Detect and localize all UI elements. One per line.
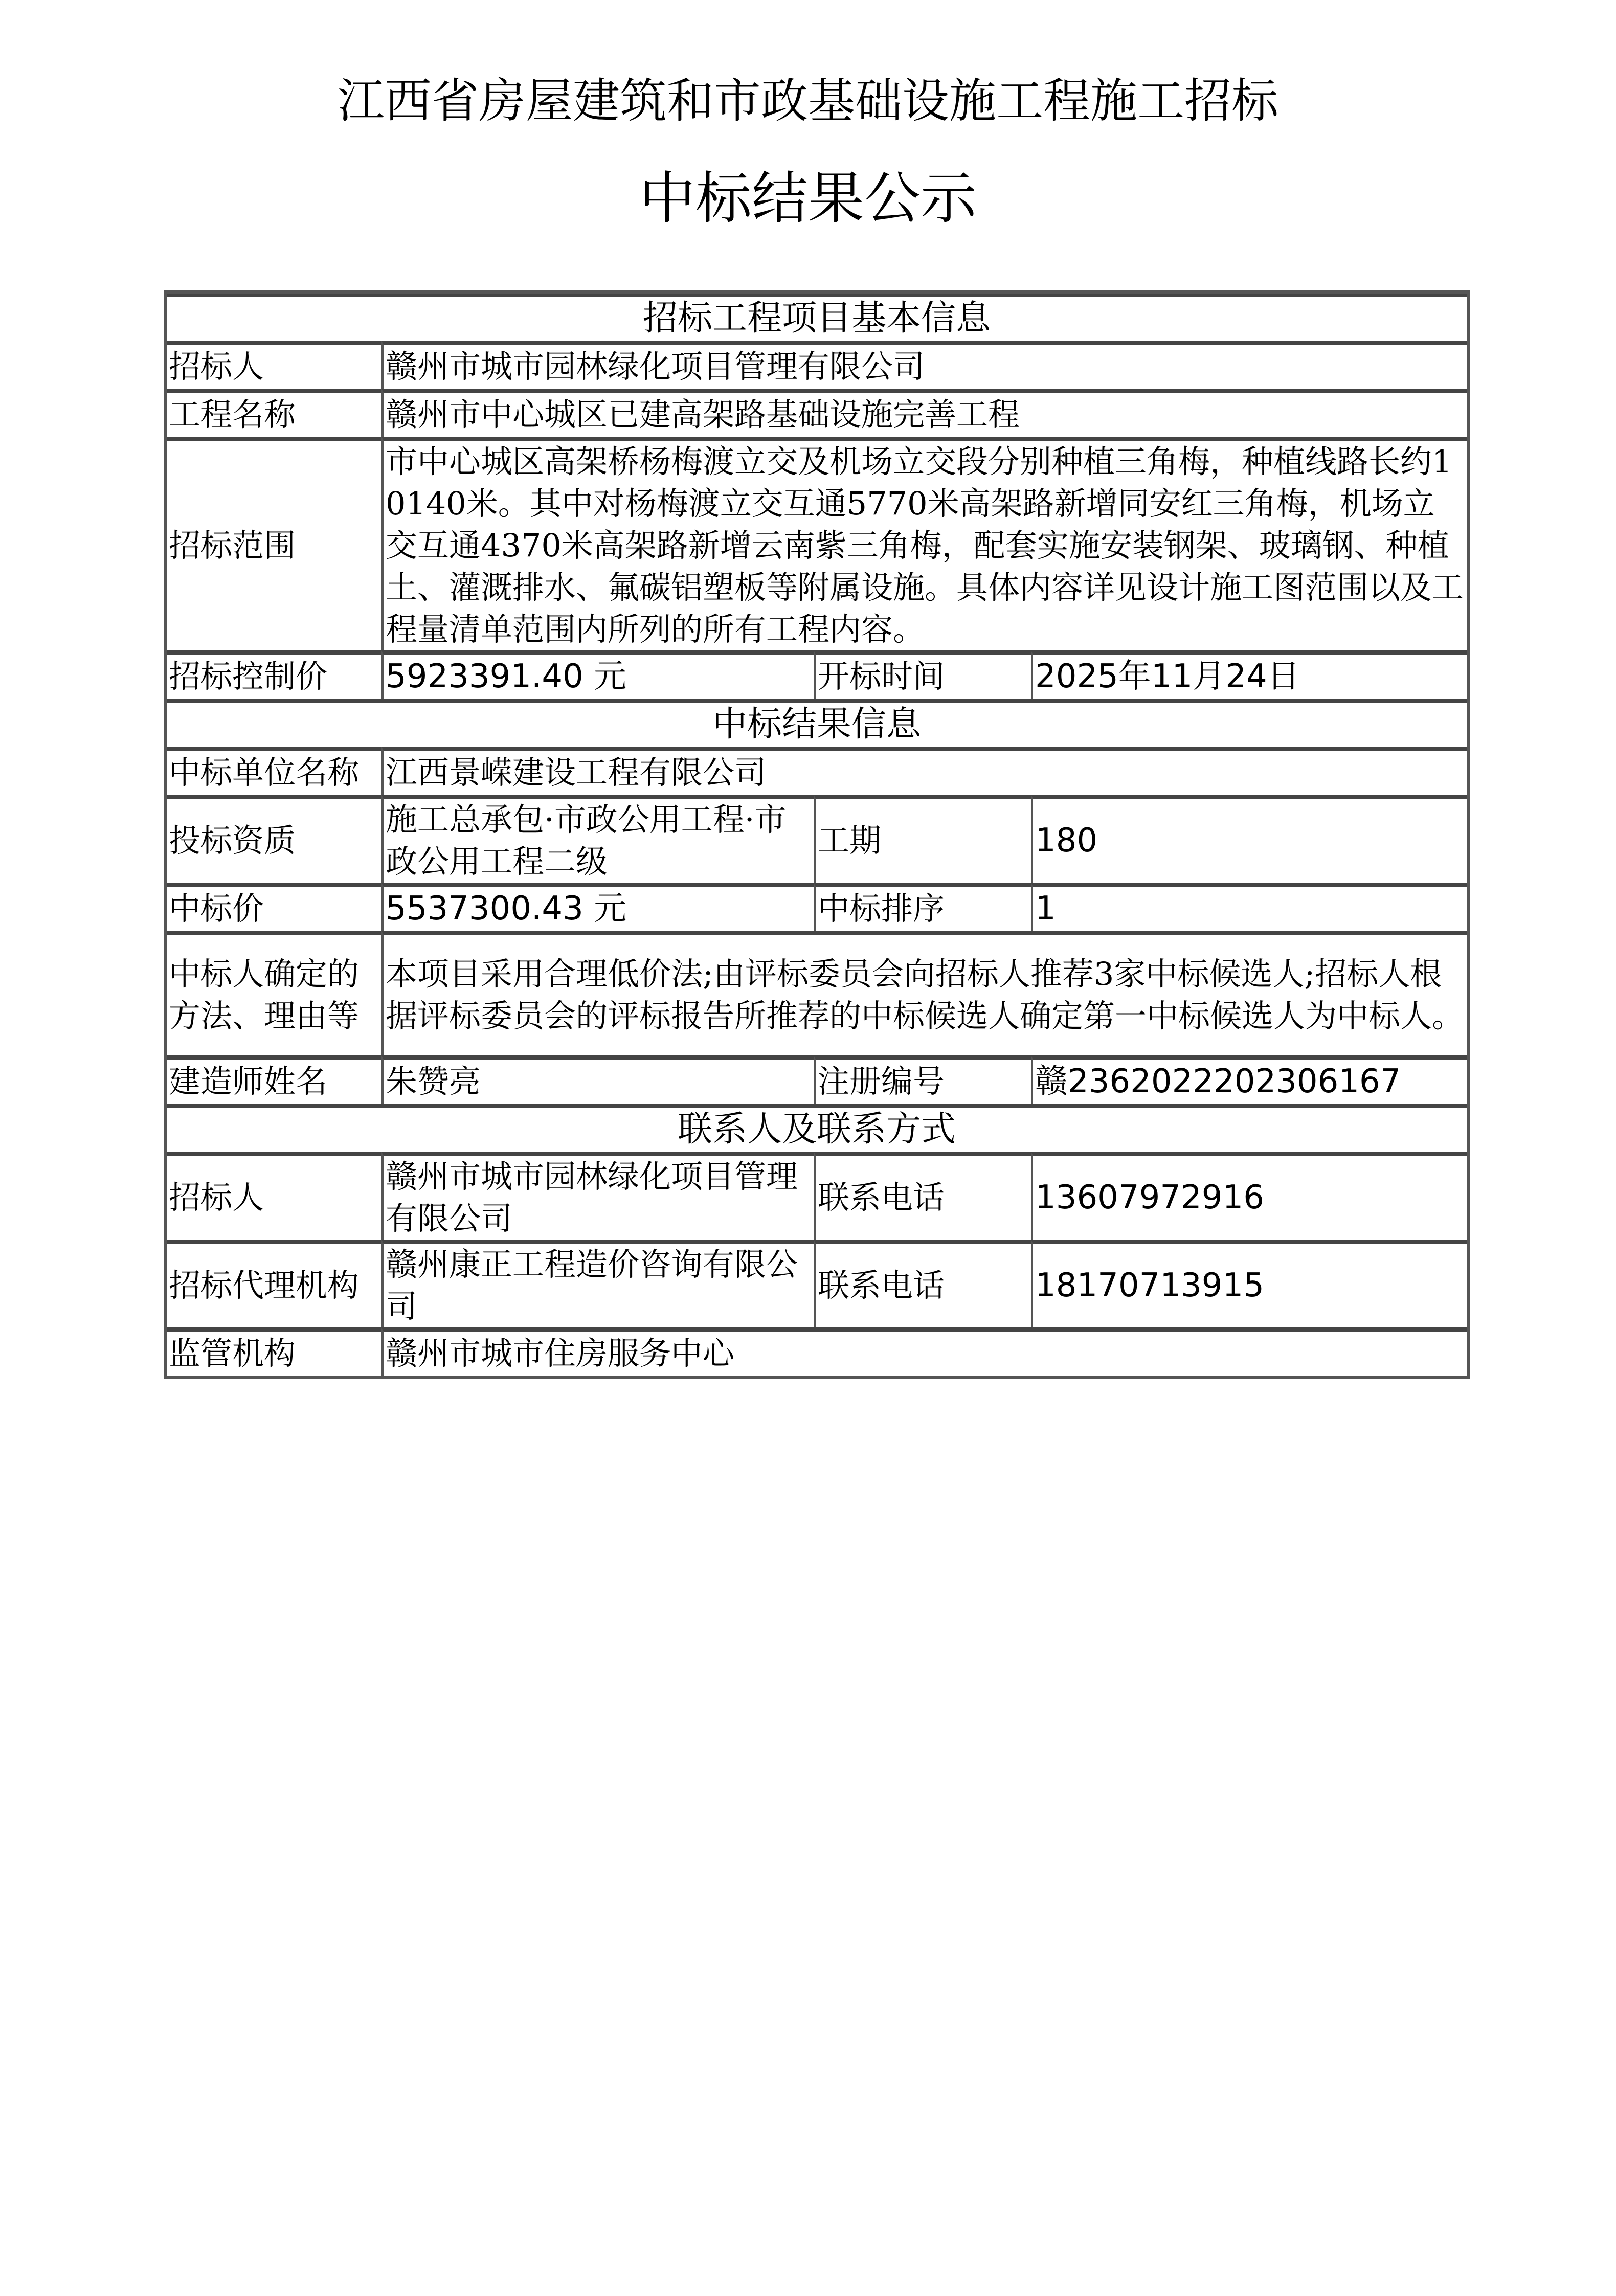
section-header-row: [167, 294, 1467, 341]
agency-value: 赣州康正工程造价咨询有限公司: [381, 1240, 814, 1327]
supervisor-value: 赣州市城市住房服务中心: [381, 1327, 1467, 1376]
control-price-label: 招标控制价: [167, 650, 381, 699]
scope-label: 招标范围: [167, 437, 381, 650]
bid-price-value: 5537300.43 元: [381, 883, 814, 931]
qualification-value: 施工总承包·市政公用工程·市政公用工程二级: [381, 795, 814, 883]
table-row: [167, 1240, 1467, 1327]
project-name-value: 赣州市中心城区已建高架路基础设施完善工程: [381, 389, 1467, 437]
table-row: [167, 341, 1467, 389]
tenderer-phone-label: 联系电话: [814, 1152, 1031, 1240]
table-row: [167, 795, 1467, 883]
table-row: [167, 1152, 1467, 1240]
table-row: [167, 650, 1467, 699]
section-title-basic-info: 招标工程项目基本信息: [167, 294, 1467, 341]
bid-result-table: [164, 290, 1470, 1379]
method-label: 中标人确定的方法、理由等: [167, 931, 381, 1055]
tenderer-value: 赣州市城市园林绿化项目管理有限公司: [381, 341, 1467, 389]
contact-tenderer-value: 赣州市城市园林绿化项目管理有限公司: [381, 1152, 814, 1240]
table-row: [167, 1055, 1467, 1104]
bid-price-label: 中标价: [167, 883, 381, 931]
section-header-row: [167, 1104, 1467, 1152]
agency-phone-value: 18170713915: [1031, 1240, 1467, 1327]
open-time-label: 开标时间: [814, 650, 1031, 699]
winner-value: 江西景嵘建设工程有限公司: [381, 747, 1467, 795]
tenderer-phone-value: 13607972916: [1031, 1152, 1467, 1240]
control-price-value: 5923391.40 元: [381, 650, 814, 699]
section-title-contact-info: 联系人及联系方式: [167, 1104, 1467, 1152]
section-title-result-info: 中标结果信息: [167, 699, 1467, 747]
method-value: 本项目采用合理低价法;由评标委员会向招标人推荐3家中标候选人;招标人根据评标委员会的评标报告所推荐的中标候选人确定第一中标候选人为中标人。: [381, 931, 1467, 1055]
duration-label: 工期: [814, 795, 1031, 883]
table-row: [167, 1327, 1467, 1376]
project-name-label: 工程名称: [167, 389, 381, 437]
reg-no-label: 注册编号: [814, 1055, 1031, 1104]
scope-value: 市中心城区高架桥杨梅渡立交及机场立交段分别种植三角梅，种植线路长约10140米。其中对杨梅渡立交互通5770米高架路新增同安红三角梅，机场立交互通4370米高架路新增云南紫三角梅，配套实施安装钢架、玻璃钢、种植土、灌溉排水、氟碳铝塑板等附属设施。具体内容详见设计施工图范围以及工程量清单范围内所列的所有工程内容。: [381, 437, 1467, 650]
agency-label: 招标代理机构: [167, 1240, 381, 1327]
rank-value: 1: [1031, 883, 1467, 931]
table-row: [167, 883, 1467, 931]
document-subtitle: 中标结果公示: [639, 166, 977, 231]
builder-label: 建造师姓名: [167, 1055, 381, 1104]
table-row: [167, 931, 1467, 1055]
open-time-value: 2025年11月24日: [1031, 650, 1467, 699]
section-header-row: [167, 699, 1467, 747]
agency-phone-label: 联系电话: [814, 1240, 1031, 1327]
document-title: 江西省房屋建筑和市政基础设施工程施工招标: [337, 74, 1278, 128]
duration-value: 180: [1031, 795, 1467, 883]
tenderer-label: 招标人: [167, 341, 381, 389]
reg-no-value: 赣2362022202306167: [1031, 1055, 1467, 1104]
supervisor-label: 监管机构: [167, 1327, 381, 1376]
winner-label: 中标单位名称: [167, 747, 381, 795]
qualification-label: 投标资质: [167, 795, 381, 883]
table-row: [167, 437, 1467, 650]
builder-value: 朱赞亮: [381, 1055, 814, 1104]
table-row: [167, 747, 1467, 795]
rank-label: 中标排序: [814, 883, 1031, 931]
contact-tenderer-label: 招标人: [167, 1152, 381, 1240]
table-row: [167, 389, 1467, 437]
